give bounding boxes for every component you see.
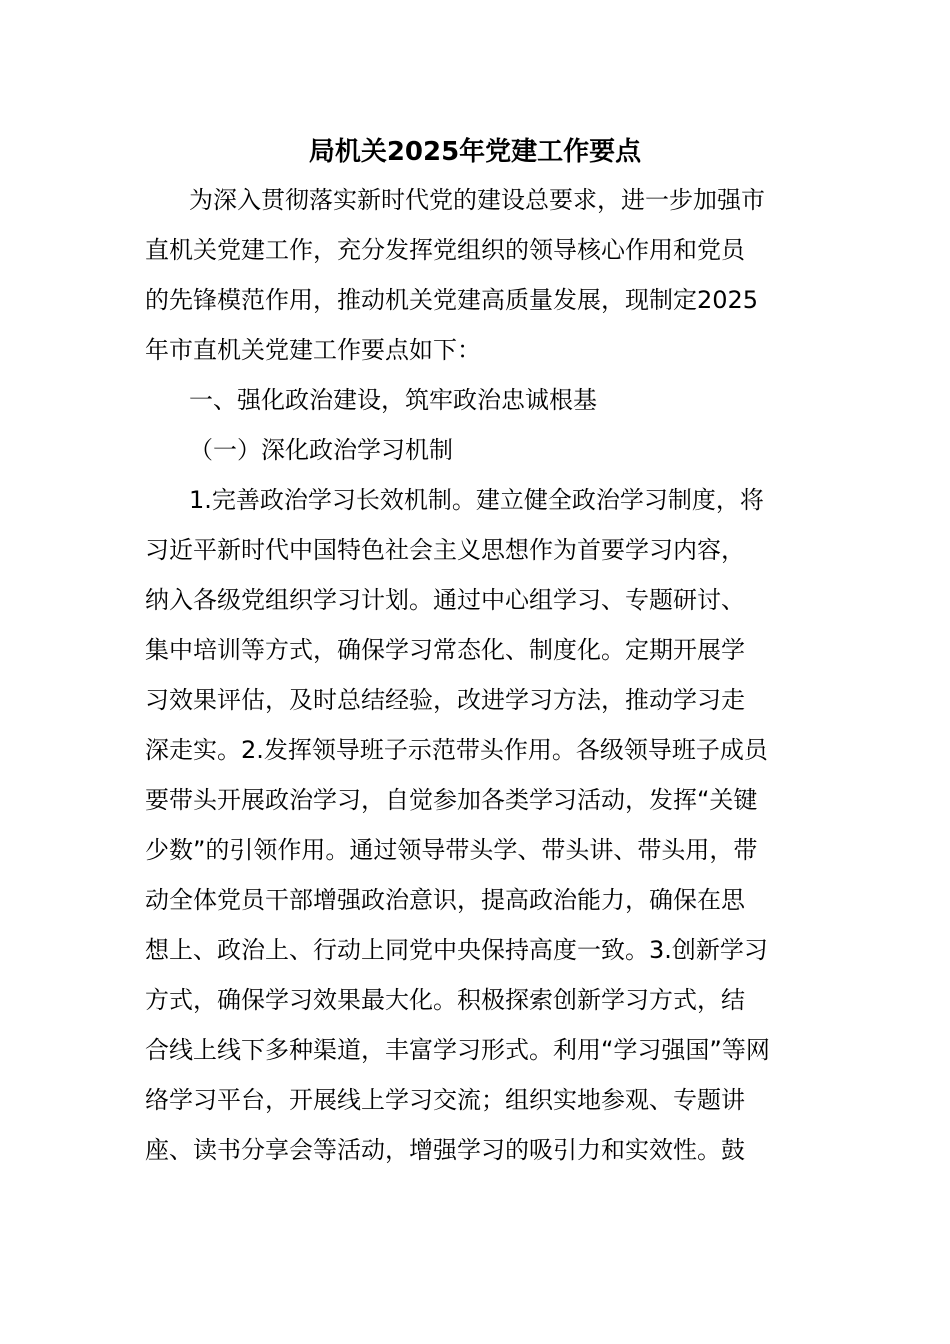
section-1-heading: 一、强化政治建设，筑牢政治忠诚根基 <box>189 386 597 414</box>
document-title: 局机关2025年党建工作要点 <box>308 137 642 167</box>
document-body <box>145 175 807 1175</box>
subsection-heading <box>145 425 807 475</box>
subsection-1-heading: （一）深化政治学习机制 <box>189 436 453 464</box>
body-paragraph <box>145 475 807 1175</box>
intro-line: 为深入贯彻落实新时代党的建设总要求，进一步加强市 <box>189 186 765 214</box>
body-line: 合线上线下多种渠道，丰富学习形式。利用“学习强国”等网 <box>145 1036 770 1064</box>
body-line: 络学习平台，开展线上学习交流；组织实地参观、专题讲 <box>145 1086 745 1114</box>
intro-line: 年市直机关党建工作要点如下： <box>145 336 481 364</box>
body-line: 动全体党员干部增强政治意识，提高政治能力，确保在思 <box>145 886 745 914</box>
intro-paragraph <box>145 175 807 375</box>
section-heading <box>145 375 807 425</box>
body-line: 纳入各级党组织学习计划。通过中心组学习、专题研讨、 <box>145 586 745 614</box>
intro-line: 的先锋模范作用，推动机关党建高质量发展，现制定2025 <box>145 286 759 314</box>
body-line: 想上、政治上、行动上同党中央保持高度一致。3.创新学习 <box>145 936 768 964</box>
body-line: 集中培训等方式，确保学习常态化、制度化。定期开展学 <box>145 636 745 664</box>
body-line: 少数”的引领作用。通过领导带头学、带头讲、带头用，带 <box>145 836 758 864</box>
body-line: 习近平新时代中国特色社会主义思想作为首要学习内容， <box>145 536 745 564</box>
intro-line: 直机关党建工作，充分发挥党组织的领导核心作用和党员 <box>145 236 745 264</box>
body-line: 深走实。2.发挥领导班子示范带头作用。各级领导班子成员 <box>145 736 768 764</box>
body-line: 习效果评估，及时总结经验，改进学习方法，推动学习走 <box>145 686 745 714</box>
body-line: 方式，确保学习效果最大化。积极探索创新学习方式，结 <box>145 986 745 1014</box>
body-line: 要带头开展政治学习，自觉参加各类学习活动，发挥“关键 <box>145 786 758 814</box>
body-line: 1.完善政治学习长效机制。建立健全政治学习制度，将 <box>189 486 764 514</box>
body-line: 座、读书分享会等活动，增强学习的吸引力和实效性。鼓 <box>145 1136 745 1164</box>
